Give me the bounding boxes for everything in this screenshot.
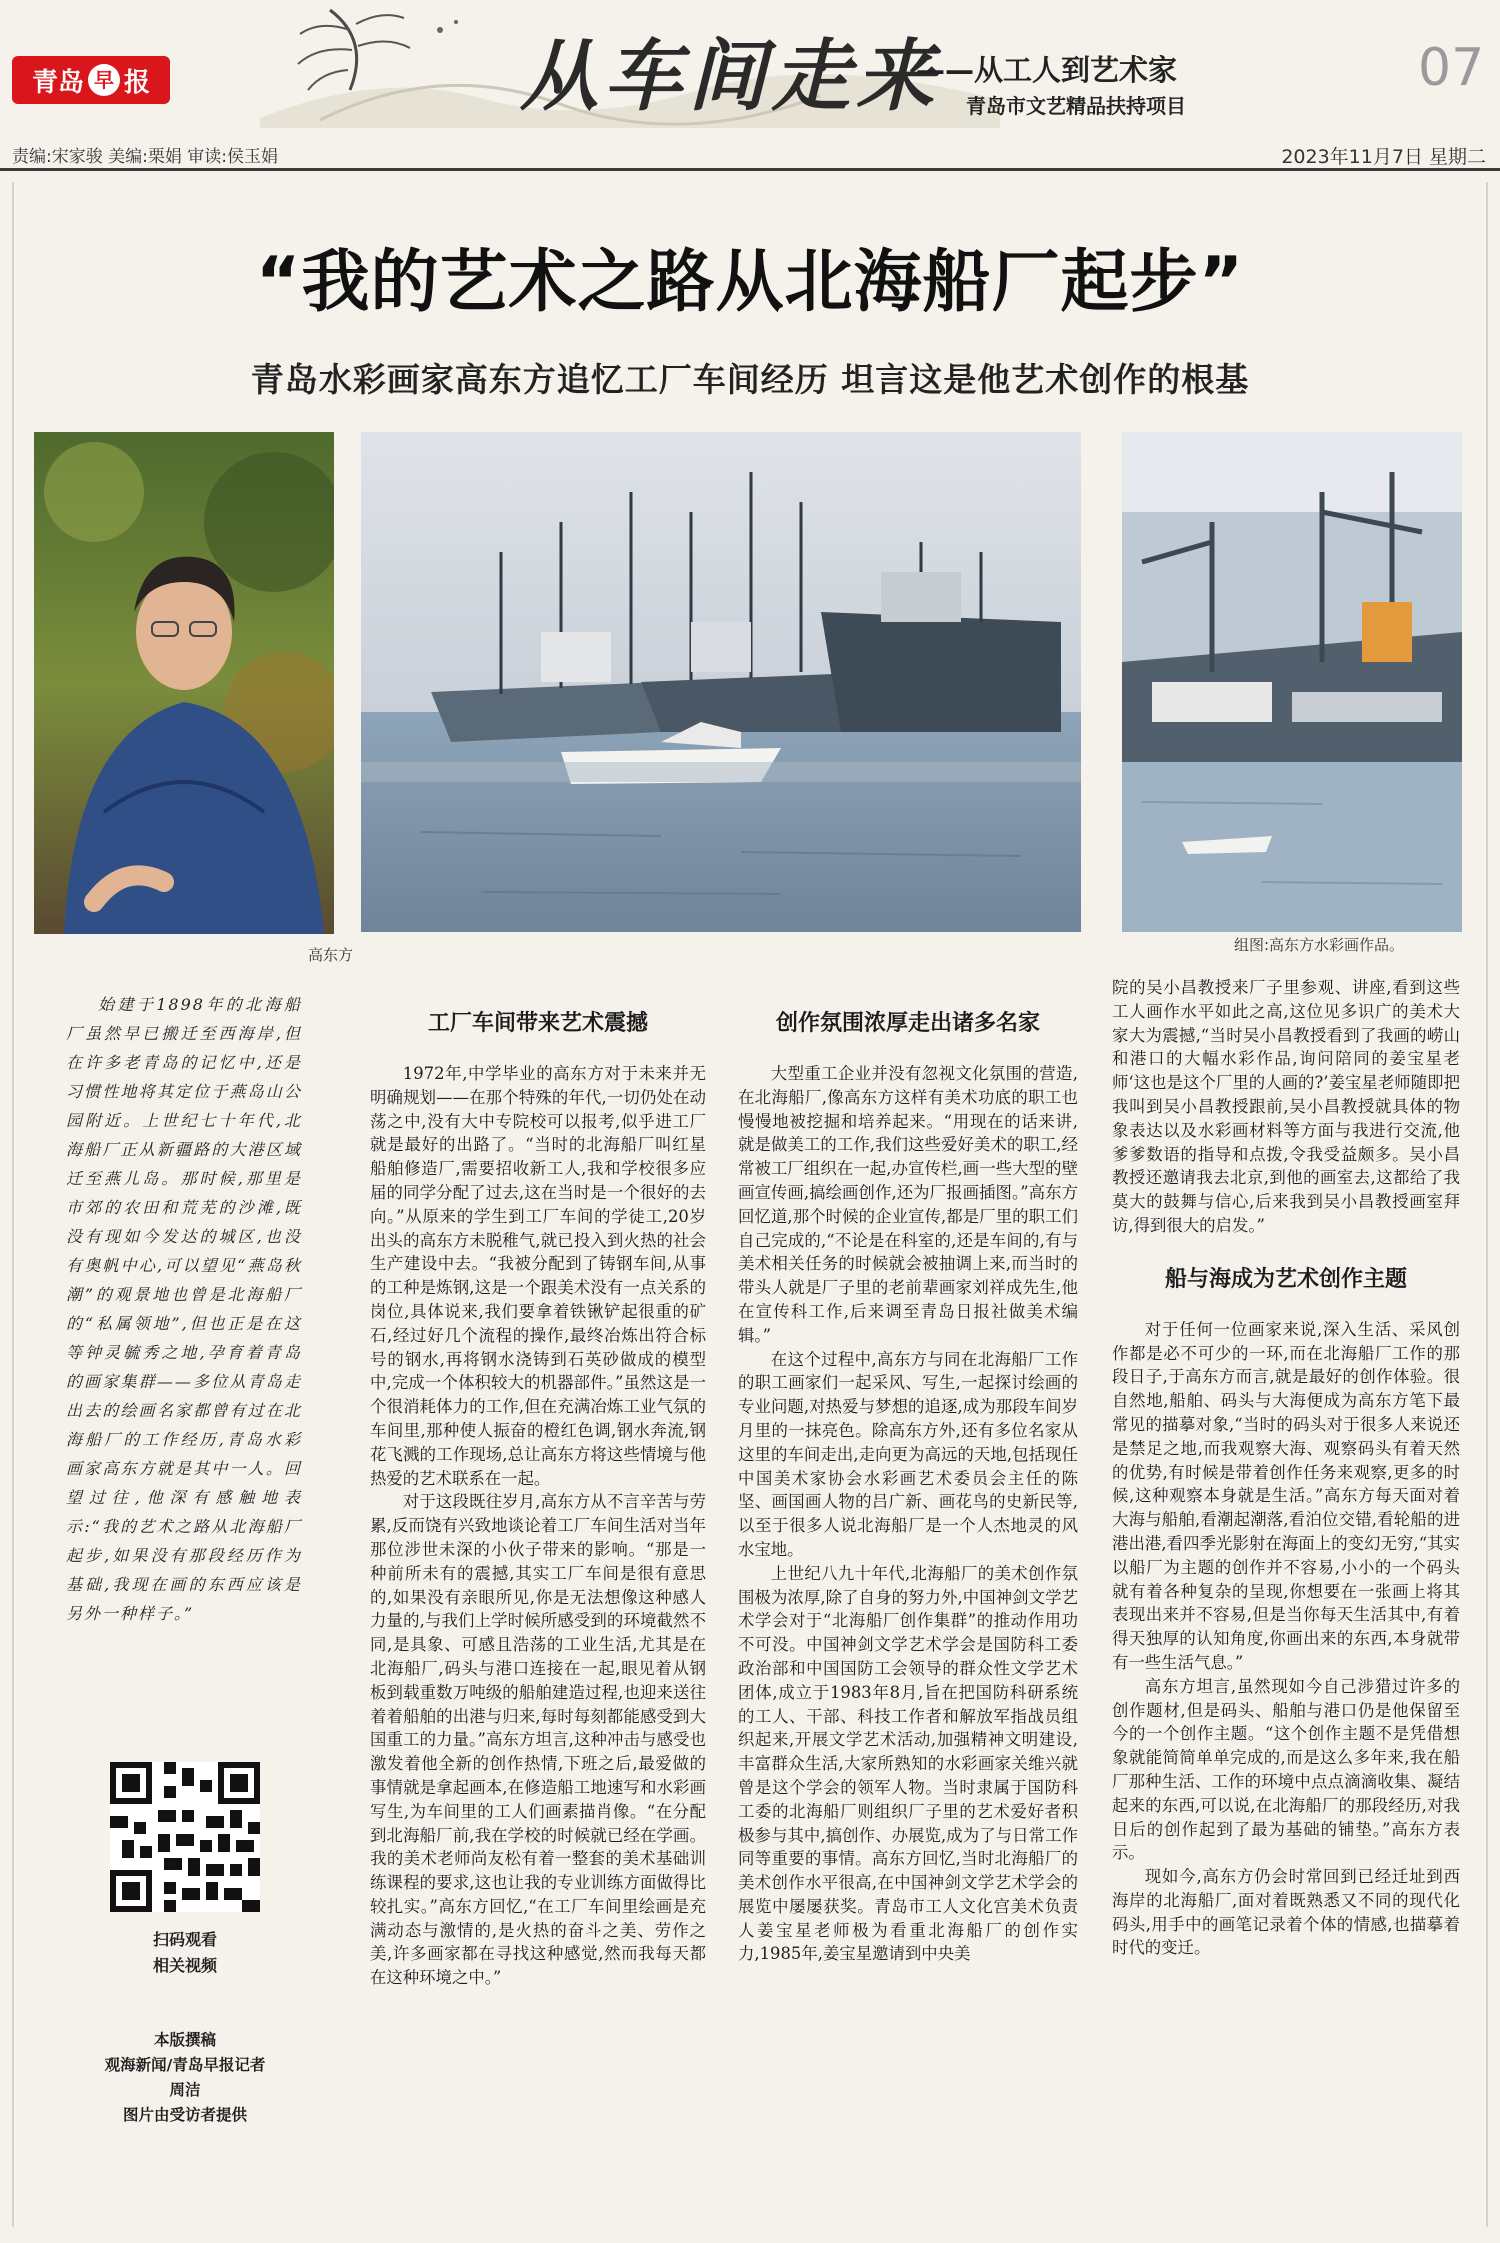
section2-paragraph: 大型重工企业并没有忽视文化氛围的营造,在北海船厂,像高东方这样有美术功底的职工也慢慢地被挖掘和培养起来。“用现在的话来讲,就是做美工的工作,我们这些爱好美术的职工,经常被工厂组织在一起,办宣传栏,画一些大型的壁画宣传画,搞绘画创作,还为厂报画插图。”高东方回忆道,那个时候的企业宣传,都是厂里的职工们自己完成的,“不论是在科室的,还是车间的,有与美术相关任务的时候就会被抽调上来,而当时的带头人就是厂子里的老前辈画家刘祥成先生,他在宣传科工作,后来调至青岛日报社做美术编辑。” <box>738 1064 1078 1345</box>
column-subtitle: ——从工人到艺术家 <box>916 53 1178 87</box>
subheadline: 青岛水彩画家高东方追忆工厂车间经历 坦言这是他艺术创作的根基 <box>250 360 1250 399</box>
logo-seal-icon: 早 <box>88 64 120 96</box>
byline: 本版撰稿 观海新闻/青岛早报记者 周洁 图片由受访者提供 <box>104 2031 266 2124</box>
section2-paragraph: 上世纪八九十年代,北海船厂的美术创作氛围极为浓厚,除了自身的努力外,中国神剑文学艺术学会对于“北海船厂创作集群”的推动作用功不可没。中国神剑文学艺术学会是国防科工委政治部和中国国防工会领导的群众性文学艺术团体,成立于1983年8月,旨在把国防科研系统的工人、干部、科技工作者和解放军指战员组织起来,开展文学艺术活动,加强精神文明建设,丰富群众生活,大家所熟知的水彩画家关维兴就曾是这个学会的领军人物。当时隶属于国防科工委的北海船厂则组织厂子里的艺术爱好者积极参与其中,搞创作、办展览,成为了与日常工作同等重要的事情。高东方回忆,当时北海船厂的美术创作水平很高,在中国神剑文学艺术学会的展览中屡屡获奖。青岛市工人文化宫美术负责人姜宝星老师极为看重北海船厂的创作实力,1985年,姜宝星邀请到中央美 <box>738 1563 1078 1964</box>
editor-credits: 责编:宋家骏 美编:栗娟 审读:侯玉娟 <box>12 147 278 167</box>
section1-paragraph: 对于这段既往岁月,高东方从不言辛苦与劳累,反而饶有兴致地谈论着工厂车间生活对当年那位涉世未深的小伙子带来的影响。“那是一种前所未有的震撼,其实工厂车间是很有意思的,如果没有亲眼所见,你是无法想像这种感人力量的,与我们上学时候所感受到的环境截然不同,是具象、可感且浩荡的工业生活,尤其是在北海船厂,码头与港口连接在一起,眼见着从钢板到载重数万吨级的船舶建造过程,也迎来送往着着船舶的出港与归来,每时每刻都能感受到大国重工的力量。”高东方坦言,这种冲击与感受也激发着他全新的创作热情,下班之后,最爱做的事情就是拿起画本,在修造船工地速写和水彩画写生,为车间里的工人们画素描肖像。“在分配到北海船厂前,我在学校的时候就已经在学画。我的美术老师尚友松有着一整套的美术基础训练课程的要求,这也让我的专业训练方面做得比较扎实。”高东方回忆,“在工厂车间里绘画是充满动态与激情的,是火热的奋斗之美、劳作之美,许多画家都在寻找这种感觉,然而我每天都在这种环境之中。” <box>370 1492 706 1988</box>
section3-paragraph: 现如今,高东方仍会时常回到已经迁址到西海岸的北海船厂,面对着既熟悉又不同的现代化码头,用手中的画笔记录着个体的情感,也描摹着时代的变迁。 <box>1112 1867 1460 1958</box>
column-section1 <box>370 996 706 1990</box>
watercolor-painting-ships[interactable] <box>361 432 1081 932</box>
section1-paragraph: 1972年,中学毕业的高东方对于未来并无明确规划——在那个特殊的年代,一切仍处在动荡之中,没有大中专院校可以报考,似乎进工厂就是最好的出路了。“当时的北海船厂叫红星船舶修造厂,需要招收新工人,我和学校很多应届的同学分配了过去,这在当时是一个很好的去向。”从原来的学生到工厂车间的学徒工,20岁出头的高东方未脱稚气,就已投入到火热的社会生产建设中去。“我被分配到了铸钢车间,从事的工种是炼钢,这是一个跟美术没有一点关系的岗位,具体说来,我们要拿着铁锹铲起很重的矿石,经过好几个流程的操作,最终冶炼出符合标号的钢水,再将钢水浇铸到石英砂做成的模型中,完成一个体积较大的机器部件。”虽然这是一个很消耗体力的工作,但在充满冶炼工业气氛的车间里,那种使人振奋的橙红色调,钢水奔流,钢花飞溅的工作现场,总让高东方将这些情境与他热爱的艺术联系在一起。 <box>370 1064 706 1488</box>
column-section3 <box>1112 976 1460 1960</box>
masthead <box>0 0 1500 168</box>
column-section2 <box>738 996 1078 1966</box>
masthead-divider <box>0 168 1500 171</box>
portrait-caption: 高东方 <box>308 946 354 964</box>
section3-paragraph: 高东方坦言,虽然现如今自己涉猎过许多的创作题材,但是码头、船舶与港口仍是他保留至今的一个创作主题。“这个创作主题不是凭借想象就能简简单单完成的,而是这么多年来,我在船厂那种生活、工作的环境中点点滴滴收集、凝结起来的东西,可以说,在北海船厂的那段经历,对我日后的创作起到了最为基础的铺垫。”高东方表示。 <box>1112 1676 1460 1863</box>
qr-label-line2: 相关视频 <box>152 1956 217 1975</box>
section3-continued-paragraph: 院的吴小昌教授来厂子里参观、讲座,看到这些工人画作水平如此之高,这位见多识广的美术大家大为震撼,“当时吴小昌教授看到了我画的崂山和港口的大幅水彩作品,询问陪同的姜宝星老师‘这也是这个厂里的人画的?’姜宝星老师随即把我叫到吴小昌教授跟前,吴小昌教授就具体的物象表达以及水彩画材料等方面与我进行交流,他爹爹数语的指导和点拨,令我受益颇多。吴小昌教授还邀请我去北京,到他的画室去,这都给了我莫大的鼓舞与信心,后来我到吴小昌教授画室拜访,得到很大的启发。” <box>1112 978 1460 1235</box>
section2-paragraph: 在这个过程中,高东方与同在北海船厂工作的职工画家们一起采风、写生,一起探讨绘画的专业问题,对热爱与梦想的追逐,成为那段车间岁月里的一抹亮色。除高东方外,还有多位名家从这里的车间走出,走向更为高远的天地,包括现任中国美术家协会水彩画艺术委员会主任的陈坚、画国画人物的吕广新、画花鸟的史新民等,以至于很多人说北海船厂是一个人杰地灵的风水宝地。 <box>738 1349 1078 1559</box>
project-label: 青岛市文艺精品扶持项目 <box>966 94 1186 118</box>
section1-title: 工厂车间带来艺术震撼 <box>427 1011 648 1036</box>
gallery-caption: 组图:高东方水彩画作品。 <box>1234 936 1405 954</box>
headline: “我的艺术之路从北海船厂起步” <box>255 243 1245 322</box>
section2-title: 创作氛围浓厚走出诸多名家 <box>775 1011 1040 1036</box>
watercolor-painting-harbor[interactable] <box>1122 432 1462 932</box>
section3-paragraph: 对于任何一位画家来说,深入生活、采风创作都是必不可少的一环,而在北海船厂工作的那段日子,于高东方而言,就是最好的创作体验。很自然地,船舶、码头与大海便成为高东方笔下最常见的描摹对象,“当时的码头对于很多人来说还是禁足之地,而我观察大海、观察码头有着天然的优势,有时候是带着创作任务来观察,更多的时候,这种观察本身就是生活。”高东方每天面对着大海与船舶,看潮起潮落,看泊位交错,看轮船的进港出港,看四季光影射在海面上的变幻无穷,“其实以船厂为主题的创作并不容易,小小的一个码头就有着各种复杂的呈现,你想要在一张画上将其表现出来并不容易,但是当你每天生活其中,有着得天独厚的认知角度,你画出来的东西,本身就带有一些生活气息。” <box>1112 1319 1460 1672</box>
qr-label-line1: 扫码观看 <box>152 1930 217 1949</box>
issue-date: 2023年11月7日 星期二 <box>1281 146 1486 168</box>
column-title: 从车间走来 <box>520 31 941 122</box>
page-number: 07 <box>1418 38 1485 98</box>
page-frame-left <box>12 182 14 2227</box>
article-lead: 始建于1898年的北海船厂虽然早已搬迁至西海岸,但在许多老青岛的记忆中,还是习惯性地将其定位于燕岛山公园附近。上世纪七十年代,北海船厂正从新疆路的大港区域迁至燕儿岛。那时候,那里是市郊的农田和荒芜的沙滩,既没有现如今发达的城区,也没有奥帆中心,可以望见“燕岛秋潮”的观景地也曾是北海船厂的“私属领地”,但也正是在这等钟灵毓秀之地,孕育着青岛的画家集群——多位从青岛走出去的绘画名家都曾有过在北海船厂的工作经历,青岛水彩画家高东方就是其中一人。回望过往,他深有感触地表示:“我的艺术之路从北海船厂起步,如果没有那段经历作为基础,我现在画的东西应该是另外一种样子。” <box>66 995 302 1623</box>
page-frame-right <box>1486 182 1488 2227</box>
section3-title: 船与海成为艺术创作主题 <box>1164 1266 1407 1292</box>
portrait-photo[interactable] <box>34 432 334 934</box>
qr-code-icon[interactable] <box>110 1762 260 1912</box>
newspaper-logo[interactable]: 青岛 早 报 <box>12 56 170 104</box>
